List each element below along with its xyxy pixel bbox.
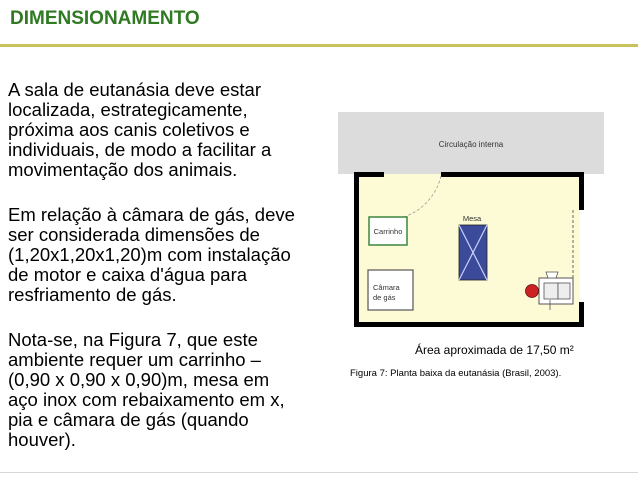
floor-plan-figure — [336, 110, 606, 340]
cart-label: Carrinho — [373, 227, 403, 236]
figure-caption: Figura 7: Planta baixa da eutanásia (Brasil, 2003). — [350, 368, 562, 379]
table-label: Mesa — [462, 214, 482, 223]
paragraph-location: A sala de eutanásia deve estar localizada, estrategicamente, próxima aos canis coletivos e individuais, de modo a facilitar a movimentação dos animais. — [8, 79, 272, 180]
paragraph-figure-note: Nota-se, na Figura 7, que este ambiente requer um carrinho – (0,90 x 0,90 x 0,90)m, mesa em aço inox com rebaixamento em x, pia e câmara de gás (quando houver). — [8, 329, 285, 450]
gas-chamber-label-2: de gás — [373, 293, 396, 302]
bottom-divider — [0, 472, 638, 473]
corridor-label: Circulação interna — [438, 140, 504, 149]
gas-chamber-label-1: Câmara — [373, 283, 400, 292]
page-title: DIMENSIONAMENTO — [10, 8, 200, 29]
title-divider — [0, 44, 638, 47]
area-note: Área aproximada de 17,50 m² — [415, 343, 574, 357]
paragraph-gas-chamber: Em relação à câmara de gás, deve ser considerada dimensões de (1,20x1,20x1,20)m com instalação de motor e caixa d'água para resfriamento de gás. — [8, 204, 295, 305]
